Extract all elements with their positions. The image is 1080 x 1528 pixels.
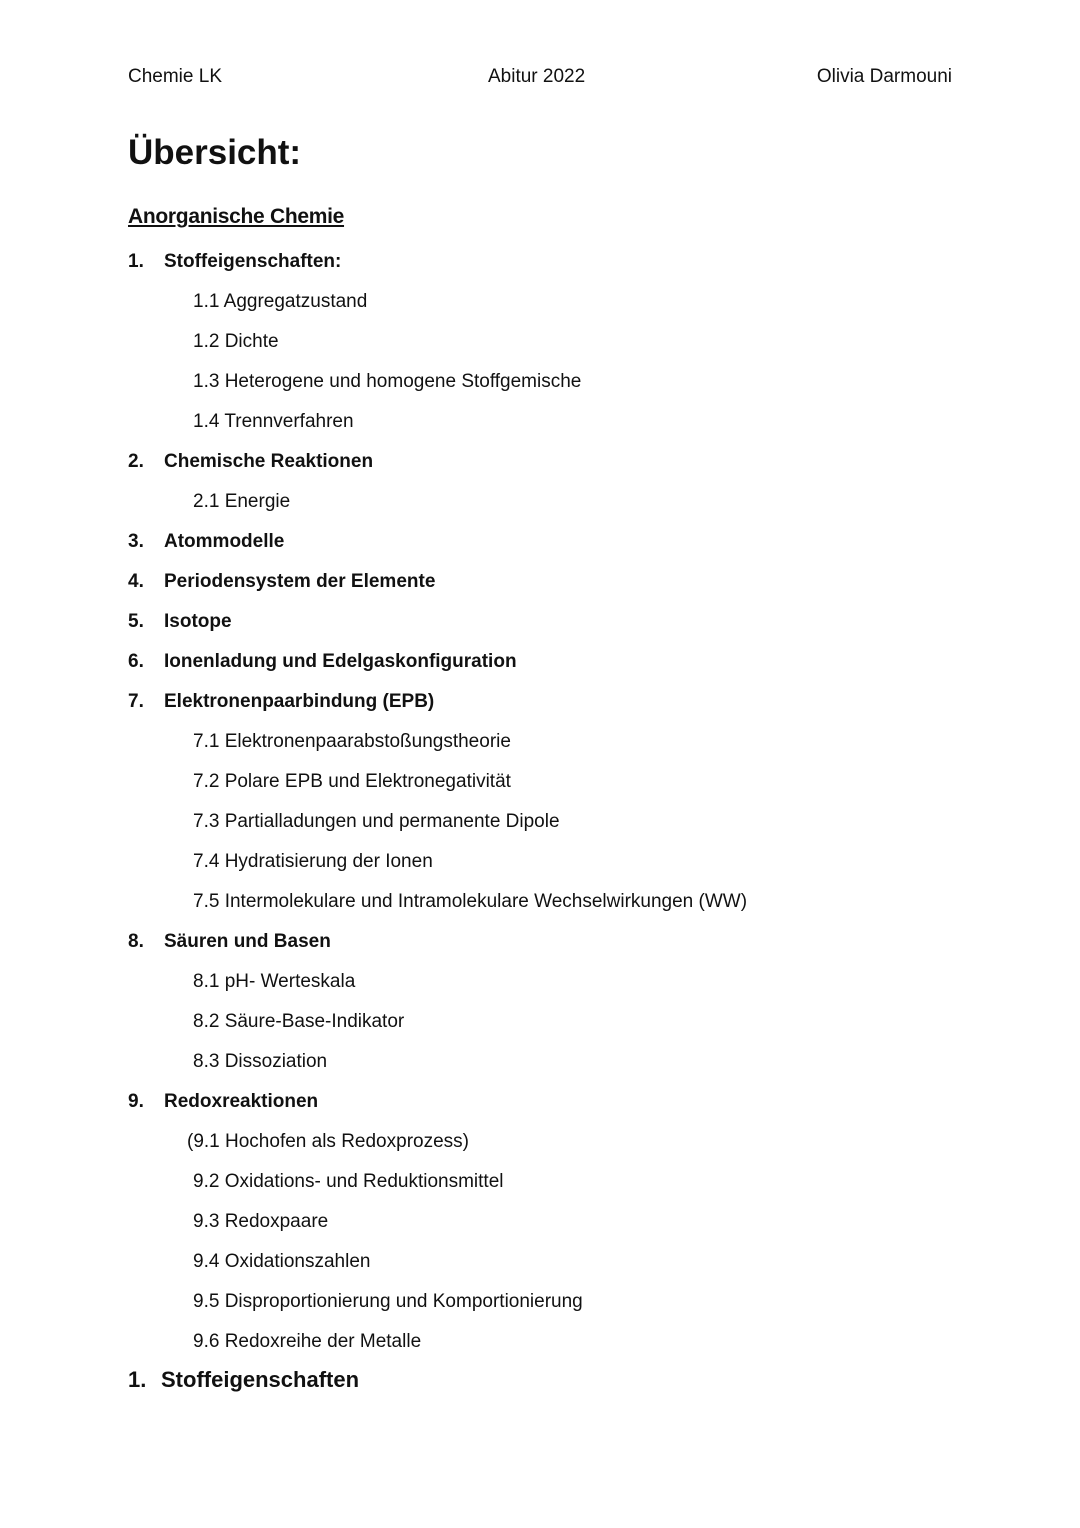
chapter-number: 3. — [128, 531, 144, 552]
toc-sub-8-2: 8.2 Säure-Base-Indikator — [193, 1011, 405, 1032]
toc-sub-7-3: 7.3 Partialladungen und permanente Dipole — [193, 811, 560, 832]
toc-sub-2-1: 2.1 Energie — [193, 491, 291, 512]
chapter-title: Säuren und Basen — [164, 931, 331, 952]
toc-sub-1-3: 1.3 Heterogene und homogene Stoffgemische — [193, 371, 582, 392]
chapter-number: 9. — [128, 1091, 144, 1112]
toc-sub-7-5: 7.5 Intermolekulare und Intramolekulare Wechselwirkungen (WW) — [193, 891, 748, 912]
toc-chapter-9 — [128, 1090, 948, 1130]
chapter-title: Ionenladung und Edelgaskonfiguration — [164, 651, 517, 672]
toc-sub-9-2: 9.2 Oxidations- und Reduktionsmittel — [193, 1171, 504, 1192]
header-author: Olivia Darmouni — [816, 66, 952, 87]
chapter-title: Redoxreaktionen — [164, 1091, 319, 1112]
header-exam: Abitur 2022 — [488, 66, 586, 87]
toc-sub-1-1: 1.1 Aggregatzustand — [193, 291, 368, 312]
chapter-number: 6. — [128, 651, 144, 672]
toc-sub-7-1: 7.1 Elektronenpaarabstoßungstheorie — [193, 731, 511, 752]
toc-chapter-5 — [128, 610, 948, 650]
chapter-number: 5. — [128, 611, 144, 632]
chapter-title: Elektronenpaarbindung (EPB) — [164, 691, 435, 712]
toc-chapter-1 — [128, 250, 948, 290]
toc-chapter-8 — [128, 930, 948, 970]
toc-sub-8-1: 8.1 pH- Werteskala — [193, 971, 356, 992]
table-of-contents — [128, 250, 948, 1370]
toc-sub-9-1: (9.1 Hochofen als Redoxprozess) — [187, 1131, 469, 1152]
toc-chapter-7 — [128, 690, 948, 730]
section-title: Anorganische Chemie — [128, 205, 345, 228]
toc-sub-8-3: 8.3 Dissoziation — [193, 1051, 328, 1072]
chapter-heading-title: Stoffeigenschaften — [161, 1367, 360, 1392]
toc-sub-9-5: 9.5 Disproportionierung und Komportionierung — [193, 1291, 583, 1312]
chapter-title: Chemische Reaktionen — [164, 451, 374, 472]
toc-sub-1-4: 1.4 Trennverfahren — [193, 411, 354, 432]
page-title: Übersicht: — [128, 133, 302, 172]
chapter-heading-number: 1. — [128, 1367, 147, 1392]
toc-chapter-3 — [128, 530, 948, 570]
chapter-title: Periodensystem der Elemente — [164, 571, 436, 592]
chapter-heading — [128, 1367, 359, 1393]
toc-sub-7-2: 7.2 Polare EPB und Elektronegativität — [193, 771, 511, 792]
toc-chapter-4 — [128, 570, 948, 610]
chapter-number: 4. — [128, 571, 144, 592]
chapter-number: 8. — [128, 931, 144, 952]
toc-sub-7-4: 7.4 Hydratisierung der Ionen — [193, 851, 433, 872]
header-course: Chemie LK — [128, 66, 222, 87]
chapter-number: 1. — [128, 251, 144, 272]
toc-chapter-6 — [128, 650, 948, 690]
page-header — [128, 66, 952, 92]
chapter-title: Stoffeigenschaften: — [164, 251, 342, 272]
toc-sub-9-3: 9.3 Redoxpaare — [193, 1211, 329, 1232]
toc-chapter-2 — [128, 450, 948, 490]
toc-sub-9-4: 9.4 Oxidationszahlen — [193, 1251, 371, 1272]
toc-sub-9-6: 9.6 Redoxreihe der Metalle — [193, 1331, 422, 1352]
toc-sub-1-2: 1.2 Dichte — [193, 331, 279, 352]
chapter-title: Atommodelle — [164, 531, 285, 552]
chapter-number: 7. — [128, 691, 144, 712]
chapter-number: 2. — [128, 451, 144, 472]
chapter-title: Isotope — [164, 611, 232, 632]
